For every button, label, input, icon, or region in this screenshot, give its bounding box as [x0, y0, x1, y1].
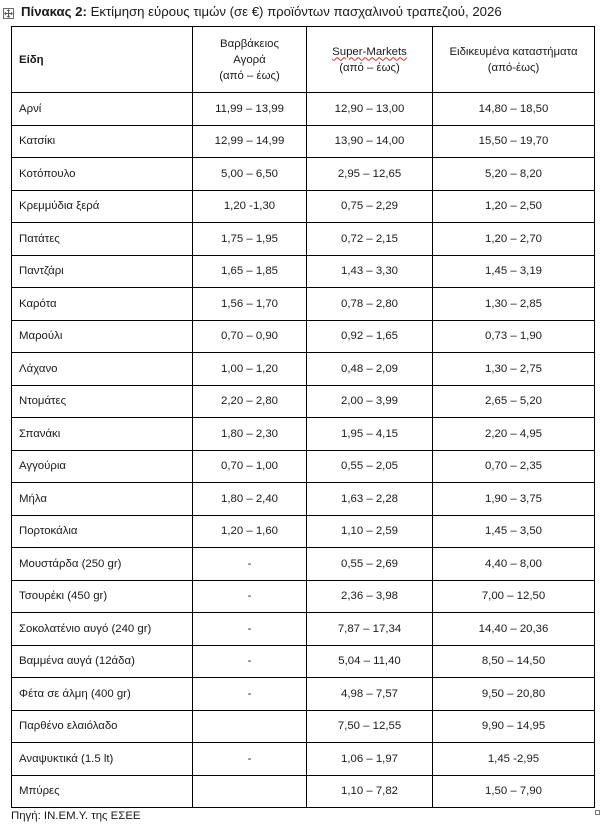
caption-text: Εκτίμηση εύρους τιμών (σε €) προϊόντων πασχαλινού τραπεζιού, 2026 [86, 4, 502, 19]
cell-varvakeios: 1,20 -1,30 [193, 190, 307, 223]
cell-specialized: 4,40 – 8,00 [433, 548, 595, 581]
cell-specialized: 1,90 – 3,75 [433, 483, 595, 516]
cell-item: Σοκολατένιο αυγό (240 gr) [12, 613, 193, 646]
cell-supermarkets: 0,55 – 2,05 [307, 450, 433, 483]
cell-supermarkets: 1,10 – 7,82 [307, 775, 433, 808]
table-row [12, 450, 595, 483]
table-row [12, 775, 595, 808]
cell-item: Παντζάρι [12, 255, 193, 288]
cell-specialized: 1,45 – 3,50 [433, 515, 595, 548]
cell-specialized: 7,00 – 12,50 [433, 580, 595, 613]
cell-item: Μαρούλι [12, 320, 193, 353]
table-row [12, 483, 595, 516]
cell-supermarkets: 0,55 – 2,69 [307, 548, 433, 581]
cell-supermarkets: 7,87 – 17,34 [307, 613, 433, 646]
cell-specialized: 2,65 – 5,20 [433, 385, 595, 418]
header-supermarkets-line2: (από – έως) [339, 61, 400, 74]
cell-supermarkets: 0,75 – 2,29 [307, 190, 433, 223]
cell-supermarkets: 1,95 – 4,15 [307, 418, 433, 451]
cell-supermarkets: 1,63 – 2,28 [307, 483, 433, 516]
cell-specialized: 1,20 – 2,70 [433, 223, 595, 256]
table-row [12, 158, 595, 191]
cell-item: Αρνί [12, 93, 193, 126]
table-row [12, 288, 595, 321]
cell-supermarkets: 0,92 – 1,65 [307, 320, 433, 353]
cell-varvakeios: 0,70 – 1,00 [193, 450, 307, 483]
cell-item: Φέτα σε άλμη (400 gr) [12, 678, 193, 711]
cell-specialized: 2,20 – 4,95 [433, 418, 595, 451]
cell-varvakeios: 1,00 – 1,20 [193, 353, 307, 386]
cell-item: Μήλα [12, 483, 193, 516]
table-row [12, 385, 595, 418]
cell-varvakeios: 1,56 – 1,70 [193, 288, 307, 321]
cell-varvakeios: 0,70 – 0,90 [193, 320, 307, 353]
table-row [12, 320, 595, 353]
table-row [12, 353, 595, 386]
table-row [12, 515, 595, 548]
table-row [12, 645, 595, 678]
cell-supermarkets: 13,90 – 14,00 [307, 125, 433, 158]
cell-supermarkets: 0,78 – 2,80 [307, 288, 433, 321]
cell-specialized: 5,20 – 8,20 [433, 158, 595, 191]
cell-item: Πατάτες [12, 223, 193, 256]
table-resize-handle[interactable] [595, 810, 600, 815]
cell-varvakeios [193, 710, 307, 743]
cell-varvakeios: 12,99 – 14,99 [193, 125, 307, 158]
cell-specialized: 1,30 – 2,75 [433, 353, 595, 386]
cell-specialized: 9,50 – 20,80 [433, 678, 595, 711]
cell-specialized: 14,80 – 18,50 [433, 93, 595, 126]
header-supermarkets [307, 27, 433, 93]
cell-specialized: 15,50 – 19,70 [433, 125, 595, 158]
cell-varvakeios: - [193, 613, 307, 646]
cell-supermarkets: 1,10 – 2,59 [307, 515, 433, 548]
source-note: Πηγή: ΙΝ.ΕΜ.Υ. της ΕΣΕΕ [11, 810, 141, 822]
caption-label: Πίνακας 2: [21, 4, 87, 19]
header-specialized-line2: (από-έως) [487, 61, 540, 74]
cell-specialized: 9,90 – 14,95 [433, 710, 595, 743]
cell-varvakeios [193, 775, 307, 808]
cell-specialized: 1,45 -2,95 [433, 743, 595, 776]
cell-item: Λάχανο [12, 353, 193, 386]
cell-supermarkets: 4,98 – 7,57 [307, 678, 433, 711]
cell-supermarkets: 2,36 – 3,98 [307, 580, 433, 613]
cell-item: Μουστάρδα (250 gr) [12, 548, 193, 581]
cell-supermarkets: 7,50 – 12,55 [307, 710, 433, 743]
cell-specialized: 1,20 – 2,50 [433, 190, 595, 223]
cell-varvakeios: 1,75 – 1,95 [193, 223, 307, 256]
header-supermarkets-line1: Super-Markets [332, 45, 407, 58]
table-row [12, 710, 595, 743]
cell-item: Βαμμένα αυγά (12άδα) [12, 645, 193, 678]
cell-item: Αναψυκτικά (1.5 lt) [12, 743, 193, 776]
header-specialized [433, 27, 595, 93]
table-row [12, 580, 595, 613]
cell-item: Κατσίκι [12, 125, 193, 158]
cell-specialized: 1,50 – 7,90 [433, 775, 595, 808]
cell-supermarkets: 2,95 – 12,65 [307, 158, 433, 191]
cell-varvakeios: 11,99 – 13,99 [193, 93, 307, 126]
header-varvakeios-line3: (από – έως) [219, 69, 280, 82]
table-row [12, 223, 595, 256]
cell-supermarkets: 12,90 – 13,00 [307, 93, 433, 126]
cell-item: Κοτόπουλο [12, 158, 193, 191]
table-row [12, 125, 595, 158]
table-row [12, 743, 595, 776]
header-items: Είδη [12, 27, 193, 93]
header-row [12, 27, 595, 93]
cell-varvakeios: 1,20 – 1,60 [193, 515, 307, 548]
table-row [12, 613, 595, 646]
cell-varvakeios: 1,80 – 2,30 [193, 418, 307, 451]
header-varvakeios [193, 27, 307, 93]
header-varvakeios-line1: Βαρβάκειος [220, 37, 279, 50]
table-body [12, 93, 595, 808]
table-row [12, 93, 595, 126]
price-table [11, 26, 595, 808]
cell-item: Σπανάκι [12, 418, 193, 451]
cell-varvakeios: 5,00 – 6,50 [193, 158, 307, 191]
cell-varvakeios: - [193, 645, 307, 678]
cell-item: Πορτοκάλια [12, 515, 193, 548]
cell-supermarkets: 0,48 – 2,09 [307, 353, 433, 386]
cell-specialized: 0,73 – 1,90 [433, 320, 595, 353]
table-caption [21, 4, 502, 19]
cell-specialized: 0,70 – 2,35 [433, 450, 595, 483]
cell-item: Αγγούρια [12, 450, 193, 483]
cell-varvakeios: 1,65 – 1,85 [193, 255, 307, 288]
move-arrows-icon [4, 9, 13, 18]
cell-item: Ντομάτες [12, 385, 193, 418]
cell-varvakeios: - [193, 743, 307, 776]
cell-varvakeios: - [193, 548, 307, 581]
cell-specialized: 1,30 – 2,85 [433, 288, 595, 321]
table-row [12, 418, 595, 451]
cell-varvakeios: 1,80 – 2,40 [193, 483, 307, 516]
cell-item: Τσουρέκι (450 gr) [12, 580, 193, 613]
cell-specialized: 8,50 – 14,50 [433, 645, 595, 678]
header-varvakeios-line2: Αγορά [233, 53, 266, 66]
cell-supermarkets: 1,43 – 3,30 [307, 255, 433, 288]
cell-supermarkets: 2,00 – 3,99 [307, 385, 433, 418]
cell-varvakeios: - [193, 678, 307, 711]
cell-varvakeios: - [193, 580, 307, 613]
cell-item: Κρεμμύδια ξερά [12, 190, 193, 223]
table-move-handle[interactable] [3, 8, 14, 19]
table-row [12, 678, 595, 711]
table-row [12, 255, 595, 288]
cell-item: Μπύρες [12, 775, 193, 808]
cell-specialized: 14,40 – 20,36 [433, 613, 595, 646]
cell-varvakeios: 2,20 – 2,80 [193, 385, 307, 418]
cell-supermarkets: 5,04 – 11,40 [307, 645, 433, 678]
cell-item: Παρθένο ελαιόλαδο [12, 710, 193, 743]
table-row [12, 548, 595, 581]
cell-supermarkets: 1,06 – 1,97 [307, 743, 433, 776]
header-specialized-line1: Ειδικευμένα καταστήματα [449, 45, 578, 58]
cell-item: Καρότα [12, 288, 193, 321]
table-row [12, 190, 595, 223]
cell-supermarkets: 0,72 – 2,15 [307, 223, 433, 256]
cell-specialized: 1,45 – 3,19 [433, 255, 595, 288]
